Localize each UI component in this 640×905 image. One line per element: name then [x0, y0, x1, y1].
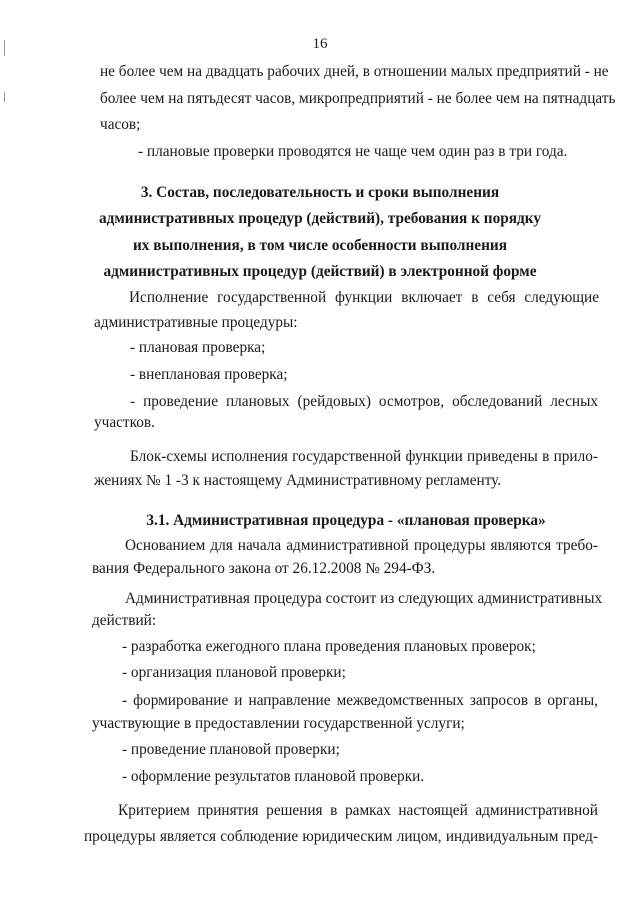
paragraph-line: более чем на пятьдесят часов, микропредприятий - не более чем на пятнадцать	[100, 90, 616, 107]
paragraph-line: административные процедуры:	[94, 314, 298, 331]
paragraph-line: процедуры является соблюдение юридическим лицом, индивидуальным пред-	[84, 828, 598, 845]
list-item: - организация плановой проверки;	[122, 664, 346, 681]
list-item: - проведение плановой проверки;	[122, 741, 340, 758]
list-item: участвующие в предоставлении государственной услуги;	[92, 715, 465, 732]
scan-margin-mark	[4, 92, 5, 102]
paragraph-line: Административная процедура состоит из следующих административных	[125, 590, 603, 607]
paragraph-line: часов;	[100, 116, 141, 133]
paragraph-line: Исполнение государственной функции включает в себя следующие	[129, 289, 599, 306]
section-heading-line: административных процедур (действий), требования к порядку	[99, 210, 541, 227]
section-heading-line: 3. Состав, последовательность и сроки выполнения	[140, 184, 500, 201]
paragraph-line: Критерием принятия решения в рамках настоящей административной	[118, 802, 598, 819]
list-item: - плановые проверки проводятся не чаще чем один раз в три года.	[138, 143, 568, 160]
paragraph-line: жениях № 1 -3 к настоящему Административному регламенту.	[94, 472, 502, 489]
list-item: - оформление результатов плановой проверки.	[122, 768, 425, 785]
page-number: 16	[312, 36, 328, 52]
paragraph-line: вания Федерального закона от 26.12.2008 № 294-ФЗ.	[92, 560, 436, 577]
list-item: - плановая проверка;	[130, 339, 266, 356]
paragraph-line: действий:	[92, 612, 157, 629]
section-heading-line: административных процедур (действий) в электронной форме	[103, 263, 537, 280]
list-item: - разработка ежегодного плана проведения плановых проверок;	[122, 638, 536, 655]
list-item: участков.	[94, 414, 155, 431]
subsection-heading: 3.1. Административная процедура - «плановая проверка»	[146, 512, 546, 529]
list-item: - формирование и направление межведомственных запросов в органы,	[122, 692, 598, 709]
paragraph-line: Основанием для начала административной процедуры являются требо-	[125, 537, 598, 554]
section-heading-line: их выполнения, в том числе особенности выполнения	[132, 237, 507, 254]
paragraph-line: Блок-схемы исполнения государственной функции приведены в прило-	[130, 448, 598, 465]
list-item: - внеплановая проверка;	[130, 366, 288, 383]
list-item: - проведение плановых (рейдовых) осмотров, обследований лесных	[130, 393, 598, 410]
paragraph-line: не более чем на двадцать рабочих дней, в отношении малых предприятий - не	[100, 63, 609, 80]
